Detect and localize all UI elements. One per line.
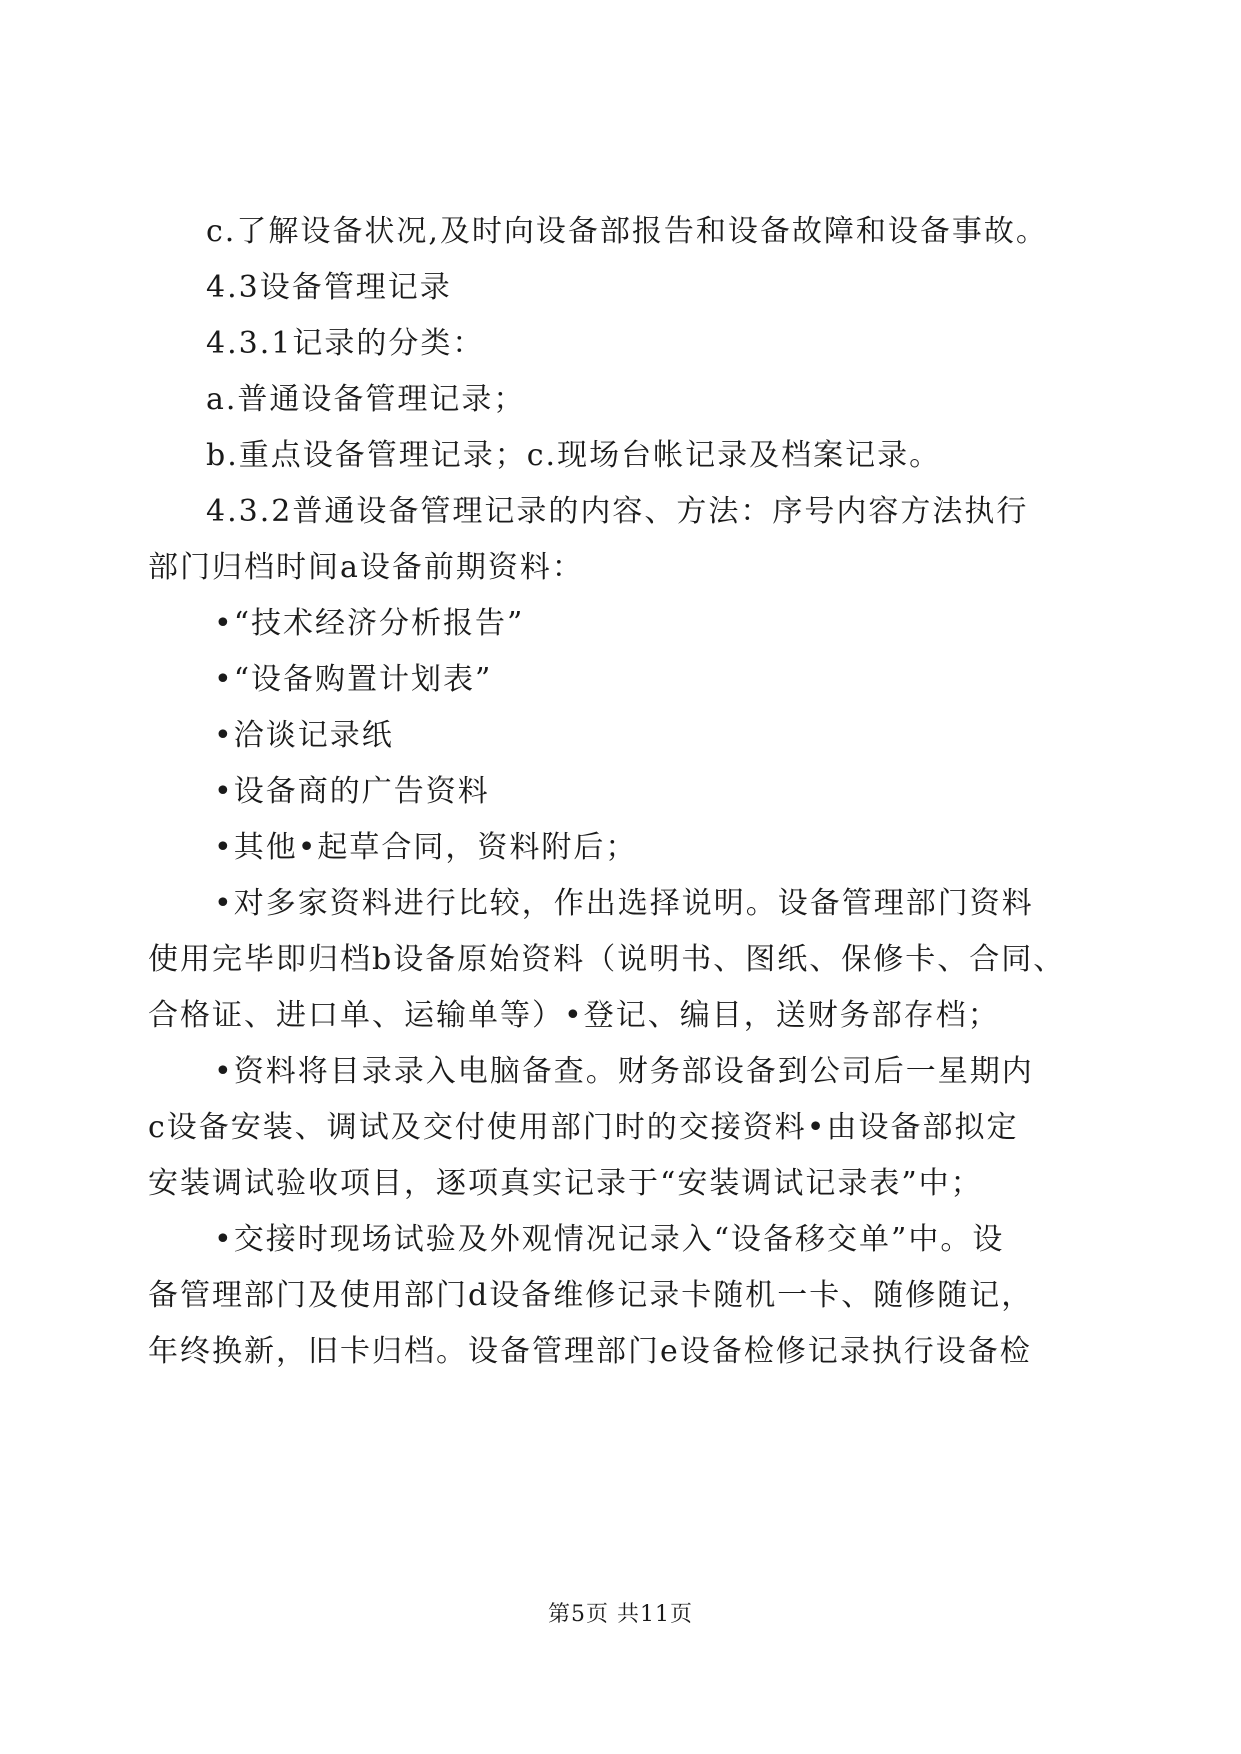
list-item: •“技术经济分析报告” <box>214 606 525 641</box>
text-line: c设备安装、调试及交付使用部门时的交接资料•由设备部拟定 <box>148 1110 1019 1145</box>
list-item: •其他•起草合同，资料附后； <box>214 830 638 865</box>
section-heading: 4.3设备管理记录 <box>206 270 452 305</box>
list-item: •洽谈记录纸 <box>214 718 394 753</box>
list-item: •对多家资料进行比较，作出选择说明。设备管理部门资料 <box>214 886 1034 921</box>
text-line: 使用完毕即归档b设备原始资料（说明书、图纸、保修卡、合同、 <box>148 942 1066 977</box>
text-line: 年终换新，旧卡归档。设备管理部门e设备检修记录执行设备检 <box>148 1334 1032 1369</box>
subsection-heading: 4.3.1记录的分类： <box>206 326 485 361</box>
list-item: •资料将目录录入电脑备查。财务部设备到公司后一星期内 <box>214 1054 1034 1089</box>
text-line: 合格证、进口单、运输单等）•登记、编目，送财务部存档； <box>148 998 1000 1033</box>
page-number: 第5页 共11页 <box>548 1602 693 1627</box>
subsection-heading: 4.3.2普通设备管理记录的内容、方法：序号内容方法执行 <box>206 494 1029 529</box>
text-line: 安装调试验收项目，逐项真实记录于“安装调试记录表”中； <box>148 1166 983 1201</box>
text-line: c.了解设备状况,及时向设备部报告和设备故障和设备事故。 <box>206 214 1048 249</box>
text-line: a.普通设备管理记录； <box>206 382 526 417</box>
list-item: •“设备购置计划表” <box>214 662 493 697</box>
text-line: 部门归档时间a设备前期资料： <box>148 550 584 585</box>
list-item: •交接时现场试验及外观情况记录入“设备移交单”中。设 <box>214 1222 1005 1257</box>
list-item: •设备商的广告资料 <box>214 774 490 809</box>
text-line: b.重点设备管理记录；c.现场台帐记录及档案记录。 <box>206 438 942 473</box>
text-line: 备管理部门及使用部门d设备维修记录卡随机一卡、随修随记， <box>148 1278 1034 1313</box>
